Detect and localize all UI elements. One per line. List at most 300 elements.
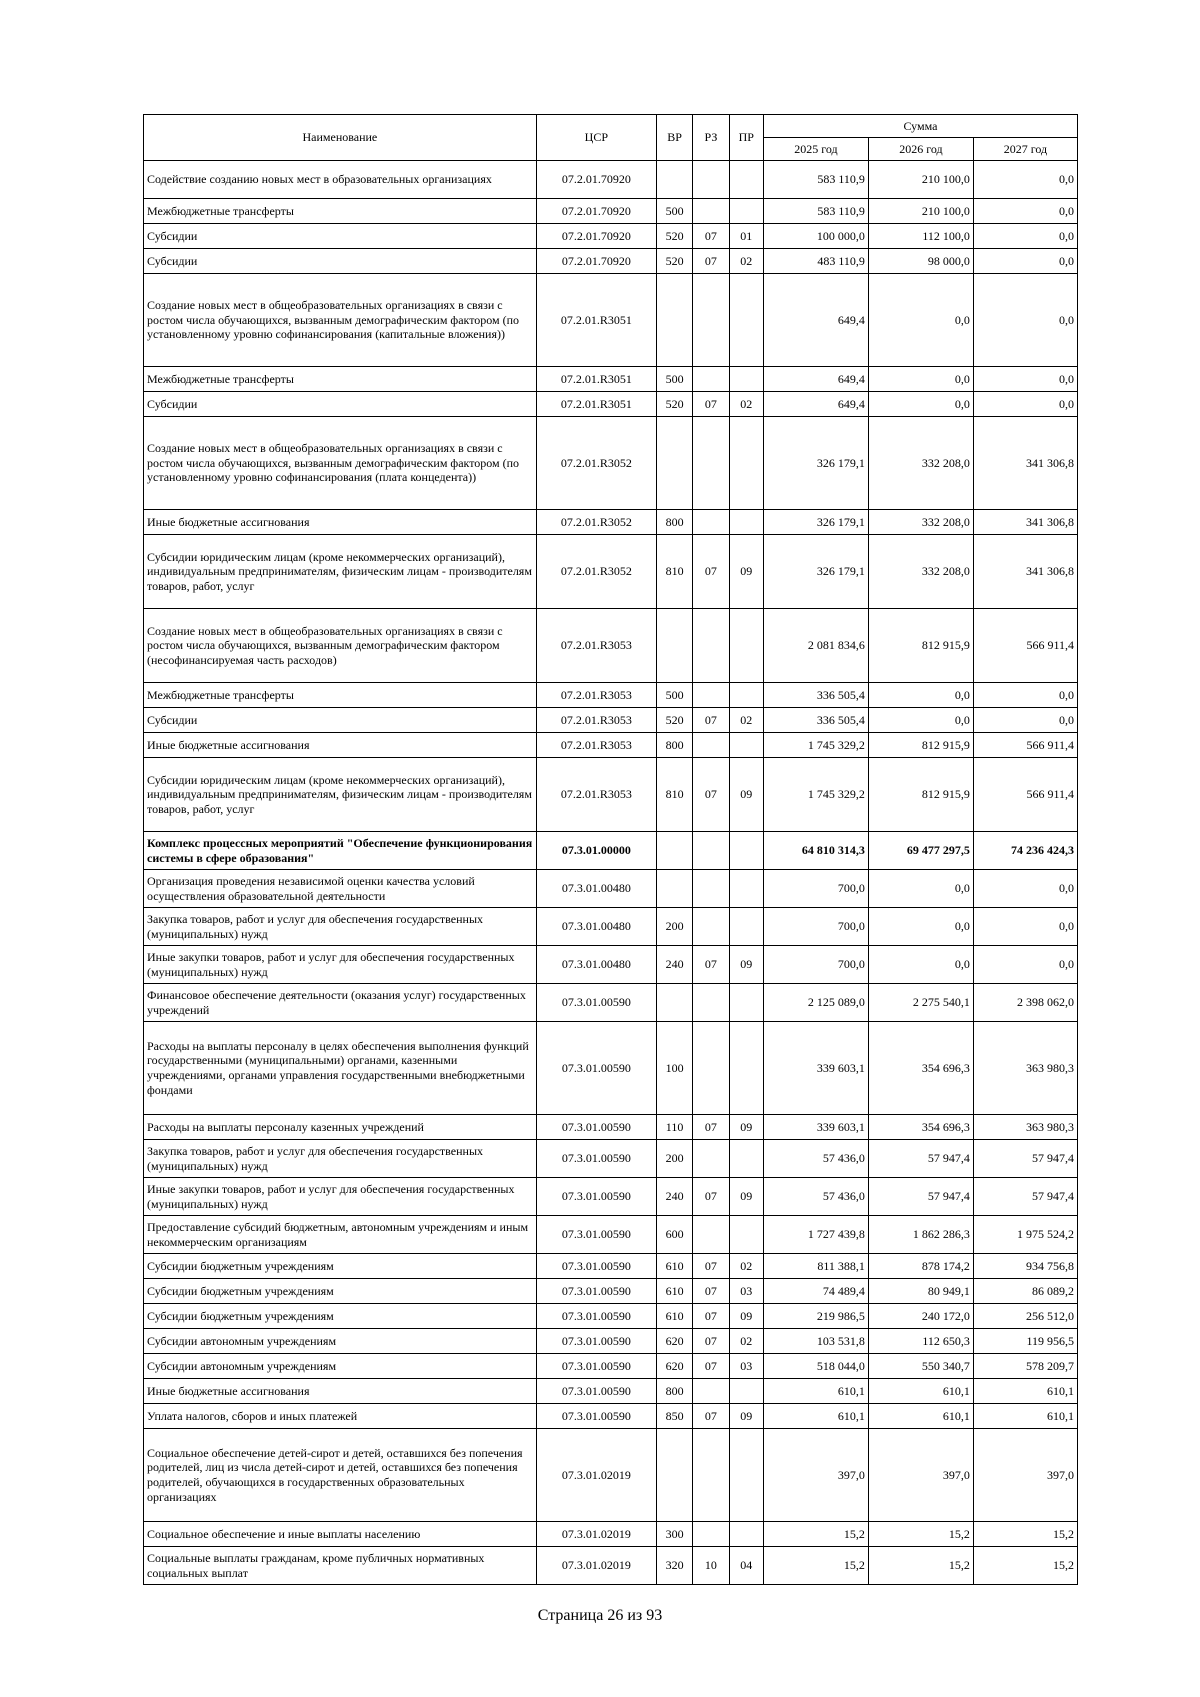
table-row — [144, 1178, 1078, 1216]
table-body — [144, 161, 1078, 1585]
row-vr-cell: 320 — [656, 1547, 692, 1585]
row-amount-2025: 1 727 439,8 — [763, 1216, 868, 1254]
row-rz-cell: 07 — [693, 1254, 729, 1279]
row-amount-2025: 326 179,1 — [763, 417, 868, 510]
header-year-2025: 2025 год — [763, 138, 868, 161]
row-vr-cell: 810 — [656, 758, 692, 832]
row-name-cell: Организация проведения независимой оценки качества условий осуществления образовательной деятельности — [144, 870, 537, 908]
row-pr-cell — [729, 1216, 763, 1254]
row-vr-cell: 520 — [656, 708, 692, 733]
row-pr-cell — [729, 161, 763, 199]
row-vr-cell: 800 — [656, 1379, 692, 1404]
row-csr-cell: 07.2.01.R3052 — [536, 510, 656, 535]
row-vr-cell: 600 — [656, 1216, 692, 1254]
row-amount-2027: 363 980,3 — [973, 1115, 1077, 1140]
row-amount-2027: 57 947,4 — [973, 1140, 1077, 1178]
row-amount-2026: 610,1 — [868, 1379, 973, 1404]
row-vr-cell: 110 — [656, 1115, 692, 1140]
row-amount-2025: 649,4 — [763, 274, 868, 367]
row-name-cell: Иные закупки товаров, работ и услуг для обеспечения государственных (муниципальных) нужд — [144, 946, 537, 984]
table-row — [144, 908, 1078, 946]
row-amount-2025: 583 110,9 — [763, 161, 868, 199]
table-row — [144, 1216, 1078, 1254]
table-row — [144, 733, 1078, 758]
row-rz-cell: 07 — [693, 1279, 729, 1304]
row-amount-2027: 119 956,5 — [973, 1329, 1077, 1354]
row-amount-2027: 0,0 — [973, 161, 1077, 199]
row-rz-cell — [693, 1216, 729, 1254]
row-csr-cell: 07.2.01.R3051 — [536, 392, 656, 417]
table-row — [144, 199, 1078, 224]
row-amount-2025: 610,1 — [763, 1379, 868, 1404]
row-name-cell: Иные бюджетные ассигнования — [144, 1379, 537, 1404]
table-row — [144, 708, 1078, 733]
row-amount-2025: 57 436,0 — [763, 1178, 868, 1216]
row-amount-2027: 2 398 062,0 — [973, 984, 1077, 1022]
row-name-cell: Субсидии — [144, 249, 537, 274]
row-amount-2027: 0,0 — [973, 274, 1077, 367]
row-amount-2027: 0,0 — [973, 683, 1077, 708]
row-csr-cell: 07.2.01.70920 — [536, 199, 656, 224]
row-amount-2027: 0,0 — [973, 199, 1077, 224]
row-amount-2027: 341 306,8 — [973, 535, 1077, 609]
table-row — [144, 1547, 1078, 1585]
row-name-cell: Субсидии — [144, 224, 537, 249]
row-amount-2027: 610,1 — [973, 1379, 1077, 1404]
row-amount-2025: 15,2 — [763, 1547, 868, 1585]
row-pr-cell — [729, 683, 763, 708]
row-pr-cell: 09 — [729, 758, 763, 832]
row-csr-cell: 07.3.01.00590 — [536, 984, 656, 1022]
row-csr-cell: 07.2.01.R3053 — [536, 708, 656, 733]
table-row — [144, 249, 1078, 274]
row-vr-cell — [656, 417, 692, 510]
row-vr-cell: 620 — [656, 1329, 692, 1354]
row-rz-cell: 07 — [693, 535, 729, 609]
row-vr-cell: 520 — [656, 392, 692, 417]
row-rz-cell — [693, 1022, 729, 1115]
row-amount-2026: 0,0 — [868, 367, 973, 392]
row-name-cell: Субсидии юридическим лицам (кроме некоммерческих организаций), индивидуальным предпринимателям, физическим лицам - производителям товаров, работ, услуг — [144, 535, 537, 609]
header-vr: ВР — [656, 115, 692, 161]
row-amount-2027: 0,0 — [973, 249, 1077, 274]
row-name-cell: Содействие созданию новых мест в образовательных организациях — [144, 161, 537, 199]
row-pr-cell — [729, 1140, 763, 1178]
row-amount-2026: 0,0 — [868, 870, 973, 908]
row-pr-cell: 02 — [729, 249, 763, 274]
row-rz-cell: 07 — [693, 1178, 729, 1216]
table-row — [144, 1522, 1078, 1547]
row-amount-2027: 0,0 — [973, 224, 1077, 249]
row-vr-cell: 800 — [656, 733, 692, 758]
row-vr-cell — [656, 161, 692, 199]
row-amount-2025: 583 110,9 — [763, 199, 868, 224]
row-csr-cell: 07.2.01.70920 — [536, 224, 656, 249]
row-amount-2026: 15,2 — [868, 1522, 973, 1547]
table-row — [144, 535, 1078, 609]
table-row — [144, 1279, 1078, 1304]
row-rz-cell: 07 — [693, 249, 729, 274]
row-name-cell: Закупка товаров, работ и услуг для обеспечения государственных (муниципальных) нужд — [144, 908, 537, 946]
header-csr: ЦСР — [536, 115, 656, 161]
row-pr-cell — [729, 1429, 763, 1522]
table-row — [144, 1379, 1078, 1404]
row-amount-2025: 2 125 089,0 — [763, 984, 868, 1022]
row-csr-cell: 07.3.01.02019 — [536, 1429, 656, 1522]
row-amount-2026: 332 208,0 — [868, 535, 973, 609]
row-rz-cell: 07 — [693, 1304, 729, 1329]
table-row — [144, 161, 1078, 199]
table-row — [144, 1140, 1078, 1178]
table-row — [144, 224, 1078, 249]
row-rz-cell: 07 — [693, 1404, 729, 1429]
row-amount-2027: 15,2 — [973, 1522, 1077, 1547]
row-csr-cell: 07.3.01.00590 — [536, 1178, 656, 1216]
row-amount-2026: 69 477 297,5 — [868, 832, 973, 870]
row-csr-cell: 07.2.01.R3053 — [536, 683, 656, 708]
row-rz-cell: 07 — [693, 224, 729, 249]
row-name-cell: Иные бюджетные ассигнования — [144, 733, 537, 758]
row-pr-cell: 01 — [729, 224, 763, 249]
row-csr-cell: 07.3.01.00480 — [536, 946, 656, 984]
row-rz-cell — [693, 870, 729, 908]
table-row — [144, 367, 1078, 392]
page-number: Страница 26 из 93 — [537, 1607, 663, 1624]
row-amount-2025: 700,0 — [763, 870, 868, 908]
row-amount-2025: 326 179,1 — [763, 510, 868, 535]
row-vr-cell — [656, 870, 692, 908]
row-vr-cell: 200 — [656, 1140, 692, 1178]
table-row — [144, 758, 1078, 832]
row-amount-2027: 57 947,4 — [973, 1178, 1077, 1216]
header-sum: Сумма — [763, 115, 1077, 138]
row-rz-cell: 07 — [693, 392, 729, 417]
row-name-cell: Создание новых мест в общеобразовательных организациях в связи с ростом числа обучающихся, вызванным демографическим фактором (несофинансируемая часть расходов) — [144, 609, 537, 683]
row-rz-cell — [693, 274, 729, 367]
row-amount-2026: 550 340,7 — [868, 1354, 973, 1379]
header-pr: ПР — [729, 115, 763, 161]
row-pr-cell — [729, 1379, 763, 1404]
row-csr-cell: 07.3.01.00590 — [536, 1304, 656, 1329]
row-amount-2025: 1 745 329,2 — [763, 733, 868, 758]
row-pr-cell — [729, 870, 763, 908]
row-rz-cell — [693, 417, 729, 510]
row-csr-cell: 07.3.01.00590 — [536, 1216, 656, 1254]
row-amount-2027: 0,0 — [973, 908, 1077, 946]
row-pr-cell: 02 — [729, 392, 763, 417]
row-rz-cell — [693, 199, 729, 224]
row-amount-2025: 700,0 — [763, 946, 868, 984]
row-amount-2025: 649,4 — [763, 367, 868, 392]
row-amount-2026: 240 172,0 — [868, 1304, 973, 1329]
row-rz-cell — [693, 609, 729, 683]
row-amount-2027: 0,0 — [973, 367, 1077, 392]
row-rz-cell: 07 — [693, 708, 729, 733]
row-csr-cell: 07.3.01.00590 — [536, 1279, 656, 1304]
row-vr-cell — [656, 274, 692, 367]
row-pr-cell: 09 — [729, 946, 763, 984]
row-vr-cell: 520 — [656, 224, 692, 249]
row-rz-cell: 07 — [693, 1115, 729, 1140]
row-amount-2025: 483 110,9 — [763, 249, 868, 274]
row-rz-cell — [693, 832, 729, 870]
row-rz-cell: 07 — [693, 758, 729, 832]
row-amount-2027: 256 512,0 — [973, 1304, 1077, 1329]
row-amount-2026: 812 915,9 — [868, 609, 973, 683]
row-amount-2026: 210 100,0 — [868, 199, 973, 224]
row-amount-2026: 15,2 — [868, 1547, 973, 1585]
row-name-cell: Субсидии автономным учреждениям — [144, 1329, 537, 1354]
row-amount-2026: 0,0 — [868, 392, 973, 417]
row-name-cell: Финансовое обеспечение деятельности (оказания услуг) государственных учреждений — [144, 984, 537, 1022]
row-vr-cell: 810 — [656, 535, 692, 609]
row-amount-2026: 397,0 — [868, 1429, 973, 1522]
table-row — [144, 870, 1078, 908]
row-vr-cell: 610 — [656, 1279, 692, 1304]
table-row — [144, 984, 1078, 1022]
row-pr-cell: 02 — [729, 708, 763, 733]
row-amount-2027: 566 911,4 — [973, 733, 1077, 758]
row-name-cell: Социальное обеспечение и иные выплаты населению — [144, 1522, 537, 1547]
row-pr-cell: 09 — [729, 1178, 763, 1216]
row-pr-cell — [729, 733, 763, 758]
row-csr-cell: 07.2.01.R3051 — [536, 274, 656, 367]
row-csr-cell: 07.2.01.R3053 — [536, 733, 656, 758]
row-csr-cell: 07.2.01.R3051 — [536, 367, 656, 392]
row-amount-2026: 57 947,4 — [868, 1140, 973, 1178]
row-amount-2026: 354 696,3 — [868, 1022, 973, 1115]
row-amount-2027: 610,1 — [973, 1404, 1077, 1429]
row-vr-cell: 500 — [656, 683, 692, 708]
row-amount-2025: 649,4 — [763, 392, 868, 417]
row-amount-2025: 57 436,0 — [763, 1140, 868, 1178]
row-csr-cell: 07.3.01.00590 — [536, 1329, 656, 1354]
row-pr-cell — [729, 984, 763, 1022]
row-amount-2026: 812 915,9 — [868, 758, 973, 832]
row-vr-cell: 500 — [656, 199, 692, 224]
row-name-cell: Межбюджетные трансферты — [144, 683, 537, 708]
row-name-cell: Комплекс процессных мероприятий "Обеспечение функционирования системы в сфере образования" — [144, 832, 537, 870]
row-name-cell: Субсидии — [144, 708, 537, 733]
row-amount-2025: 339 603,1 — [763, 1022, 868, 1115]
row-csr-cell: 07.2.01.70920 — [536, 249, 656, 274]
row-amount-2026: 332 208,0 — [868, 510, 973, 535]
row-rz-cell — [693, 683, 729, 708]
row-name-cell: Уплата налогов, сборов и иных платежей — [144, 1404, 537, 1429]
row-amount-2027: 363 980,3 — [973, 1022, 1077, 1115]
table-row — [144, 274, 1078, 367]
row-amount-2025: 811 388,1 — [763, 1254, 868, 1279]
header-rz: РЗ — [693, 115, 729, 161]
row-vr-cell: 100 — [656, 1022, 692, 1115]
table-row — [144, 1429, 1078, 1522]
row-amount-2027: 86 089,2 — [973, 1279, 1077, 1304]
row-amount-2026: 210 100,0 — [868, 161, 973, 199]
row-amount-2026: 0,0 — [868, 274, 973, 367]
row-csr-cell: 07.2.01.R3052 — [536, 417, 656, 510]
row-rz-cell — [693, 1429, 729, 1522]
row-name-cell: Предоставление субсидий бюджетным, автономным учреждениям и иным некоммерческим организациям — [144, 1216, 537, 1254]
row-vr-cell — [656, 1429, 692, 1522]
row-amount-2027: 397,0 — [973, 1429, 1077, 1522]
row-amount-2025: 326 179,1 — [763, 535, 868, 609]
row-pr-cell: 03 — [729, 1354, 763, 1379]
row-pr-cell: 02 — [729, 1329, 763, 1354]
table-row — [144, 1354, 1078, 1379]
row-rz-cell — [693, 1140, 729, 1178]
row-amount-2026: 332 208,0 — [868, 417, 973, 510]
table-row — [144, 1254, 1078, 1279]
table-row — [144, 510, 1078, 535]
row-pr-cell — [729, 510, 763, 535]
row-vr-cell: 520 — [656, 249, 692, 274]
table-row — [144, 609, 1078, 683]
row-pr-cell: 09 — [729, 535, 763, 609]
row-vr-cell: 620 — [656, 1354, 692, 1379]
row-vr-cell: 200 — [656, 908, 692, 946]
row-name-cell: Субсидии юридическим лицам (кроме некоммерческих организаций), индивидуальным предпринимателям, физическим лицам - производителям товаров, работ, услуг — [144, 758, 537, 832]
row-name-cell: Расходы на выплаты персоналу казенных учреждений — [144, 1115, 537, 1140]
row-csr-cell: 07.3.01.00590 — [536, 1254, 656, 1279]
row-name-cell: Создание новых мест в общеобразовательных организациях в связи с ростом числа обучающихся, вызванным демографическим фактором (по установленному уровню софинансирования (капитальные вложения)) — [144, 274, 537, 367]
row-amount-2026: 1 862 286,3 — [868, 1216, 973, 1254]
row-vr-cell: 500 — [656, 367, 692, 392]
row-amount-2026: 112 650,3 — [868, 1329, 973, 1354]
table-row — [144, 946, 1078, 984]
row-csr-cell: 07.3.01.00000 — [536, 832, 656, 870]
row-vr-cell: 610 — [656, 1254, 692, 1279]
row-rz-cell: 07 — [693, 1329, 729, 1354]
row-amount-2027: 0,0 — [973, 870, 1077, 908]
row-name-cell: Закупка товаров, работ и услуг для обеспечения государственных (муниципальных) нужд — [144, 1140, 537, 1178]
row-rz-cell: 07 — [693, 1354, 729, 1379]
row-pr-cell — [729, 1522, 763, 1547]
table-row — [144, 832, 1078, 870]
row-amount-2027: 1 975 524,2 — [973, 1216, 1077, 1254]
row-amount-2025: 700,0 — [763, 908, 868, 946]
row-rz-cell — [693, 367, 729, 392]
row-csr-cell: 07.3.01.02019 — [536, 1522, 656, 1547]
row-amount-2027: 0,0 — [973, 708, 1077, 733]
row-name-cell: Межбюджетные трансферты — [144, 199, 537, 224]
row-amount-2027: 0,0 — [973, 392, 1077, 417]
row-pr-cell — [729, 199, 763, 224]
row-name-cell: Субсидии бюджетным учреждениям — [144, 1254, 537, 1279]
row-amount-2025: 339 603,1 — [763, 1115, 868, 1140]
row-name-cell: Субсидии — [144, 392, 537, 417]
row-amount-2026: 98 000,0 — [868, 249, 973, 274]
row-amount-2027: 341 306,8 — [973, 510, 1077, 535]
row-amount-2026: 812 915,9 — [868, 733, 973, 758]
row-name-cell: Социальные выплаты гражданам, кроме публичных нормативных социальных выплат — [144, 1547, 537, 1585]
row-amount-2026: 0,0 — [868, 946, 973, 984]
row-vr-cell — [656, 984, 692, 1022]
row-amount-2027: 0,0 — [973, 946, 1077, 984]
row-name-cell: Расходы на выплаты персоналу в целях обеспечения выполнения функций государственными (муниципальными) органами, казенными учреждениями, органами управления государственными внебюджетными фондами — [144, 1022, 537, 1115]
header-name: Наименование — [144, 115, 537, 161]
row-csr-cell: 07.3.01.00590 — [536, 1140, 656, 1178]
row-csr-cell: 07.2.01.R3053 — [536, 758, 656, 832]
table-row — [144, 1404, 1078, 1429]
row-amount-2026: 80 949,1 — [868, 1279, 973, 1304]
table-row — [144, 1329, 1078, 1354]
row-pr-cell: 09 — [729, 1115, 763, 1140]
header-year-2027: 2027 год — [973, 138, 1077, 161]
row-csr-cell: 07.3.01.02019 — [536, 1547, 656, 1585]
row-pr-cell — [729, 417, 763, 510]
row-amount-2026: 57 947,4 — [868, 1178, 973, 1216]
row-amount-2026: 610,1 — [868, 1404, 973, 1429]
row-amount-2027: 74 236 424,3 — [973, 832, 1077, 870]
row-amount-2025: 336 505,4 — [763, 708, 868, 733]
row-csr-cell: 07.3.01.00590 — [536, 1379, 656, 1404]
row-csr-cell: 07.3.01.00480 — [536, 908, 656, 946]
row-pr-cell: 02 — [729, 1254, 763, 1279]
row-csr-cell: 07.3.01.00590 — [536, 1404, 656, 1429]
row-vr-cell — [656, 609, 692, 683]
row-amount-2025: 219 986,5 — [763, 1304, 868, 1329]
row-amount-2025: 64 810 314,3 — [763, 832, 868, 870]
row-amount-2025: 518 044,0 — [763, 1354, 868, 1379]
table-row — [144, 1304, 1078, 1329]
row-amount-2025: 2 081 834,6 — [763, 609, 868, 683]
row-rz-cell — [693, 908, 729, 946]
row-amount-2026: 354 696,3 — [868, 1115, 973, 1140]
row-vr-cell: 300 — [656, 1522, 692, 1547]
row-pr-cell: 03 — [729, 1279, 763, 1304]
table-row — [144, 1022, 1078, 1115]
row-amount-2025: 610,1 — [763, 1404, 868, 1429]
row-vr-cell: 240 — [656, 1178, 692, 1216]
row-csr-cell: 07.3.01.00480 — [536, 870, 656, 908]
table-row — [144, 1115, 1078, 1140]
row-amount-2025: 74 489,4 — [763, 1279, 868, 1304]
row-name-cell: Межбюджетные трансферты — [144, 367, 537, 392]
row-amount-2025: 1 745 329,2 — [763, 758, 868, 832]
row-name-cell: Субсидии бюджетным учреждениям — [144, 1304, 537, 1329]
row-amount-2027: 566 911,4 — [973, 758, 1077, 832]
row-amount-2027: 341 306,8 — [973, 417, 1077, 510]
row-amount-2027: 15,2 — [973, 1547, 1077, 1585]
table-row — [144, 417, 1078, 510]
table-header — [144, 115, 1078, 161]
row-rz-cell — [693, 733, 729, 758]
row-pr-cell — [729, 832, 763, 870]
row-rz-cell: 07 — [693, 946, 729, 984]
row-amount-2026: 2 275 540,1 — [868, 984, 973, 1022]
row-rz-cell — [693, 161, 729, 199]
row-amount-2026: 0,0 — [868, 683, 973, 708]
table-row — [144, 392, 1078, 417]
budget-table — [143, 114, 1078, 1585]
row-csr-cell: 07.3.01.00590 — [536, 1022, 656, 1115]
row-amount-2026: 0,0 — [868, 908, 973, 946]
header-year-2026: 2026 год — [868, 138, 973, 161]
row-pr-cell: 09 — [729, 1304, 763, 1329]
row-name-cell: Иные закупки товаров, работ и услуг для обеспечения государственных (муниципальных) нужд — [144, 1178, 537, 1216]
row-pr-cell — [729, 367, 763, 392]
row-name-cell: Иные бюджетные ассигнования — [144, 510, 537, 535]
row-amount-2027: 578 209,7 — [973, 1354, 1077, 1379]
row-vr-cell: 800 — [656, 510, 692, 535]
row-amount-2027: 934 756,8 — [973, 1254, 1077, 1279]
table-row — [144, 683, 1078, 708]
row-name-cell: Социальное обеспечение детей-сирот и детей, оставшихся без попечения родителей, лиц из числа детей-сирот и детей, оставшихся без попечения родителей, обучающихся в государственных образовательных организациях — [144, 1429, 537, 1522]
row-amount-2026: 878 174,2 — [868, 1254, 973, 1279]
row-name-cell: Создание новых мест в общеобразовательных организациях в связи с ростом числа обучающихся, вызванным демографическим фактором (по установленному уровню софинансирования (плата концедента)) — [144, 417, 537, 510]
row-pr-cell — [729, 908, 763, 946]
row-vr-cell: 240 — [656, 946, 692, 984]
